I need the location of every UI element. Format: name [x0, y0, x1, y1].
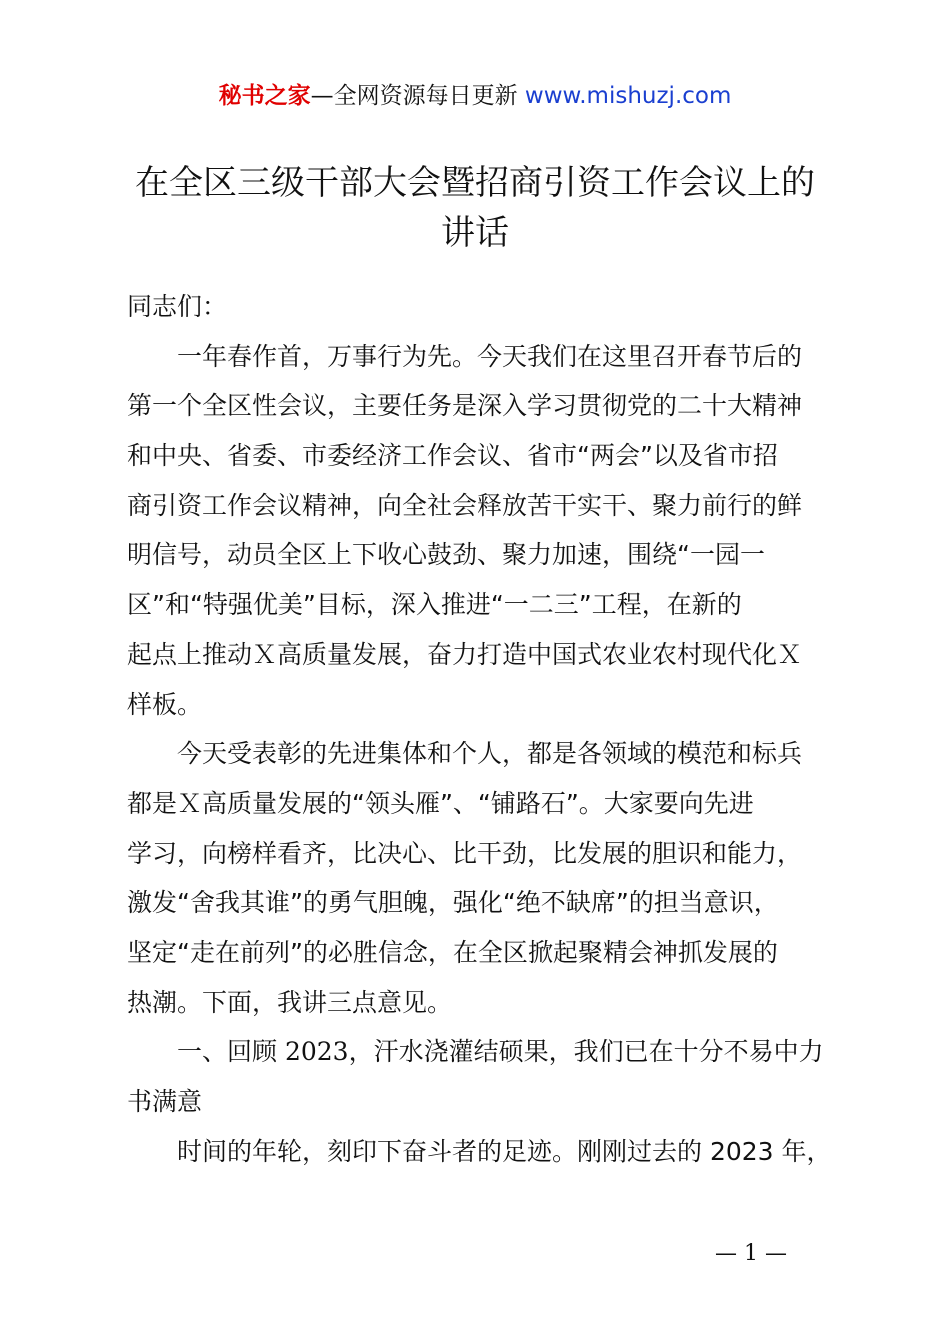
- document-title-line: 讲话: [441, 213, 509, 253]
- paragraph-line: 激发“舍我其谁”的勇气胆魄，强化“绝不缺席”的担当意识，: [127, 888, 779, 918]
- site-url-link[interactable]: www.mishuzj.com: [524, 83, 732, 109]
- section-heading: [127, 1027, 837, 1126]
- paragraph-line: 学习，向榜样看齐，比决心、比干劲，比发展的胆识和能力，: [127, 838, 803, 868]
- paragraph-line: 商引资工作会议精神，向全社会释放苦干实干、聚力前行的鲜: [127, 490, 803, 520]
- document-body: [127, 282, 837, 1176]
- site-tagline: —全网资源每日更新: [310, 83, 518, 109]
- page-number: — 1 —: [715, 1241, 787, 1266]
- paragraph-line: 坚定“走在前列”的必胜信念，在全区掀起聚精会神抓发展的: [127, 937, 778, 967]
- section-heading-line: 一、回顾 2023，汗水浇灌结硕果，我们已在十分不易中力: [177, 1037, 824, 1067]
- site-brand: 秘书之家: [218, 83, 311, 109]
- paragraph-commendation: [127, 729, 837, 1027]
- paragraph-line: 都是Ｘ高质量发展的“领头雁”、“铺路石”。大家要向先进: [127, 788, 754, 818]
- paragraph-line: 热潮。下面，我讲三点意见。: [127, 987, 453, 1017]
- paragraph-line: 起点上推动Ｘ高质量发展，奋力打造中国式农业农村现代化Ｘ: [127, 639, 803, 669]
- paragraph-review: [127, 1127, 837, 1177]
- site-banner: [0, 80, 950, 112]
- paragraph-line: 一年春作首，万事行为先。今天我们在这里召开春节后的: [177, 341, 803, 371]
- section-heading-line: 书满意: [127, 1087, 203, 1116]
- paragraph-line: 样板。: [127, 689, 203, 719]
- paragraph-line: 今天受表彰的先进集体和个人，都是各领域的模范和标兵: [177, 739, 803, 769]
- paragraph-line: 明信号，动员全区上下收心鼓劲、聚力加速，围绕“一园一: [127, 540, 765, 570]
- document-title-line: 在全区三级干部大会暨招商引资工作会议上的: [135, 163, 815, 203]
- paragraph-line: 区”和“特强优美”目标，深入推进“一二三”工程，在新的: [127, 590, 742, 620]
- paragraph-opening: [127, 332, 837, 730]
- salutation: 同志们：: [127, 292, 228, 321]
- document-title: [100, 158, 850, 258]
- paragraph-line: 第一个全区性会议，主要任务是深入学习贯彻党的二十大精神: [127, 391, 803, 421]
- paragraph-line: 和中央、省委、市委经济工作会议、省市“两会”以及省市招: [127, 441, 778, 471]
- paragraph-line: 时间的年轮，刻印下奋斗者的足迹。刚刚过去的 2023 年，: [177, 1136, 832, 1166]
